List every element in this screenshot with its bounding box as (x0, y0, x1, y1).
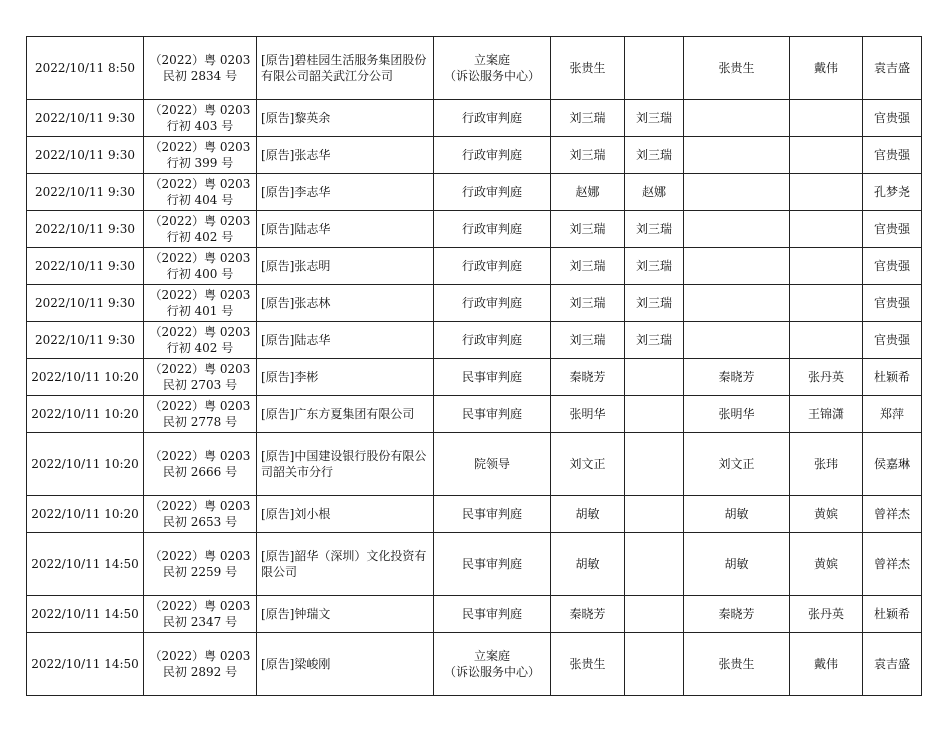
case-number-year: （2022）粤 0203 (149, 362, 251, 376)
judge-col8: 张丹英 (790, 359, 863, 396)
judge-col6 (625, 433, 684, 496)
judge-col8: 黄嫔 (790, 496, 863, 533)
judge-col8: 王锦潇 (790, 396, 863, 433)
table-row (27, 396, 922, 433)
judge-col6 (625, 596, 684, 633)
presiding-judge: 刘文正 (551, 433, 625, 496)
presiding-judge: 刘三瑞 (551, 137, 625, 174)
party: [原告]梁峻刚 (257, 633, 434, 696)
department (434, 633, 551, 696)
case-number-year: （2022）粤 0203 (149, 177, 251, 191)
judge-col6 (625, 37, 684, 100)
presiding-judge: 刘三瑞 (551, 285, 625, 322)
party: [原告]张志明 (257, 248, 434, 285)
case-number-year: （2022）粤 0203 (149, 140, 251, 154)
case-number (144, 100, 257, 137)
hearing-time: 2022/10/11 9:30 (27, 211, 144, 248)
presiding-judge: 秦晓芳 (551, 596, 625, 633)
department (434, 596, 551, 633)
department (434, 248, 551, 285)
case-number-id: 行初 400 号 (166, 267, 234, 281)
presiding-judge: 赵娜 (551, 174, 625, 211)
case-number-id: 行初 403 号 (166, 119, 234, 133)
judge-col7 (684, 322, 790, 359)
case-number-year: （2022）粤 0203 (149, 251, 251, 265)
case-number (144, 496, 257, 533)
case-number-year: （2022）粤 0203 (149, 325, 251, 339)
table-row (27, 322, 922, 359)
judge-col7 (684, 137, 790, 174)
case-number (144, 596, 257, 633)
table-row (27, 174, 922, 211)
department (434, 322, 551, 359)
case-number (144, 174, 257, 211)
case-number-id: 民初 2259 号 (162, 565, 238, 579)
party: [原告]碧桂园生活服务集团股份有限公司韶关武江分公司 (257, 37, 434, 100)
case-number-id: 行初 404 号 (166, 193, 234, 207)
presiding-judge: 刘三瑞 (551, 211, 625, 248)
table-row (27, 633, 922, 696)
case-number-year: （2022）粤 0203 (149, 53, 251, 67)
case-number (144, 433, 257, 496)
department-name: 民事审判庭 (461, 607, 522, 621)
table-row (27, 211, 922, 248)
hearing-time: 2022/10/11 8:50 (27, 37, 144, 100)
judge-col6: 赵娜 (625, 174, 684, 211)
department (434, 396, 551, 433)
case-number (144, 248, 257, 285)
clerk: 官贵强 (863, 100, 922, 137)
hearing-time: 2022/10/11 10:20 (27, 359, 144, 396)
hearing-time: 2022/10/11 9:30 (27, 322, 144, 359)
case-number-year: （2022）粤 0203 (149, 599, 251, 613)
presiding-judge: 秦晓芳 (551, 359, 625, 396)
clerk: 曾祥杰 (863, 533, 922, 596)
party: [原告]张志华 (257, 137, 434, 174)
judge-col8 (790, 100, 863, 137)
judge-col7: 张贵生 (684, 37, 790, 100)
clerk: 侯嘉琳 (863, 433, 922, 496)
case-number (144, 322, 257, 359)
case-number-id: 行初 401 号 (166, 304, 234, 318)
table-row (27, 137, 922, 174)
department-name: 行政审判庭 (461, 111, 522, 125)
case-number-id: 行初 399 号 (166, 156, 234, 170)
judge-col7 (684, 248, 790, 285)
judge-col8: 戴伟 (790, 37, 863, 100)
table-row (27, 285, 922, 322)
party: [原告]刘小根 (257, 496, 434, 533)
judge-col6 (625, 633, 684, 696)
department (434, 100, 551, 137)
department-name: 行政审判庭 (461, 148, 522, 162)
table-row (27, 596, 922, 633)
judge-col7: 秦晓芳 (684, 596, 790, 633)
department (434, 359, 551, 396)
judge-col7: 张贵生 (684, 633, 790, 696)
clerk: 袁吉盛 (863, 633, 922, 696)
judge-col8 (790, 322, 863, 359)
party: [原告]张志林 (257, 285, 434, 322)
case-number-id: 民初 2347 号 (162, 615, 238, 629)
hearing-time: 2022/10/11 9:30 (27, 100, 144, 137)
party: [原告]韶华（深圳）文化投资有限公司 (257, 533, 434, 596)
case-number-year: （2022）粤 0203 (149, 549, 251, 563)
judge-col7: 胡敏 (684, 533, 790, 596)
department (434, 285, 551, 322)
judge-col7: 胡敏 (684, 496, 790, 533)
case-number-year: （2022）粤 0203 (149, 103, 251, 117)
table-row (27, 37, 922, 100)
judge-col7: 秦晓芳 (684, 359, 790, 396)
department-name: 行政审判庭 (461, 222, 522, 236)
table-row (27, 433, 922, 496)
case-number (144, 633, 257, 696)
case-number (144, 533, 257, 596)
clerk: 孔梦尧 (863, 174, 922, 211)
department-sub: （诉讼服务中心） (443, 69, 540, 83)
hearing-time: 2022/10/11 9:30 (27, 248, 144, 285)
judge-col8 (790, 137, 863, 174)
schedule-body (27, 37, 922, 696)
judge-col7 (684, 211, 790, 248)
department (434, 533, 551, 596)
clerk: 官贵强 (863, 137, 922, 174)
hearing-time: 2022/10/11 9:30 (27, 174, 144, 211)
department-name: 行政审判庭 (461, 333, 522, 347)
department-name: 立案庭 (473, 53, 510, 67)
presiding-judge: 张贵生 (551, 37, 625, 100)
judge-col7 (684, 100, 790, 137)
table-row (27, 533, 922, 596)
case-number-year: （2022）粤 0203 (149, 399, 251, 413)
judge-col6 (625, 396, 684, 433)
department (434, 496, 551, 533)
clerk: 官贵强 (863, 248, 922, 285)
table-row (27, 359, 922, 396)
department (434, 37, 551, 100)
clerk: 官贵强 (863, 322, 922, 359)
table-row (27, 496, 922, 533)
department-name: 行政审判庭 (461, 185, 522, 199)
table-row (27, 100, 922, 137)
party: [原告]李志华 (257, 174, 434, 211)
hearing-schedule-table (26, 36, 922, 696)
judge-col8: 张玮 (790, 433, 863, 496)
department-name: 民事审判庭 (461, 407, 522, 421)
case-number-year: （2022）粤 0203 (149, 649, 251, 663)
judge-col6: 刘三瑞 (625, 137, 684, 174)
presiding-judge: 刘三瑞 (551, 322, 625, 359)
hearing-time: 2022/10/11 14:50 (27, 533, 144, 596)
judge-col6 (625, 533, 684, 596)
case-number-id: 民初 2653 号 (162, 515, 238, 529)
case-number (144, 396, 257, 433)
case-number-year: （2022）粤 0203 (149, 499, 251, 513)
judge-col6: 刘三瑞 (625, 248, 684, 285)
party: [原告]陆志华 (257, 211, 434, 248)
clerk: 官贵强 (863, 285, 922, 322)
party: [原告]中国建设银行股份有限公司韶关市分行 (257, 433, 434, 496)
presiding-judge: 刘三瑞 (551, 100, 625, 137)
clerk: 杜颖希 (863, 359, 922, 396)
case-number-id: 行初 402 号 (166, 341, 234, 355)
hearing-time: 2022/10/11 10:20 (27, 496, 144, 533)
presiding-judge: 胡敏 (551, 496, 625, 533)
party: [原告]钟瑞文 (257, 596, 434, 633)
department-name: 院领导 (473, 457, 510, 471)
department-name: 民事审判庭 (461, 507, 522, 521)
judge-col7 (684, 174, 790, 211)
party: [原告]李彬 (257, 359, 434, 396)
judge-col8: 黄嫔 (790, 533, 863, 596)
judge-col8 (790, 174, 863, 211)
department-name: 立案庭 (473, 649, 510, 663)
case-number (144, 211, 257, 248)
judge-col8 (790, 248, 863, 285)
department-name: 民事审判庭 (461, 557, 522, 571)
case-number (144, 137, 257, 174)
case-number-year: （2022）粤 0203 (149, 214, 251, 228)
clerk: 曾祥杰 (863, 496, 922, 533)
clerk: 官贵强 (863, 211, 922, 248)
hearing-time: 2022/10/11 14:50 (27, 633, 144, 696)
case-number-id: 民初 2834 号 (162, 69, 238, 83)
judge-col6: 刘三瑞 (625, 322, 684, 359)
judge-col7 (684, 285, 790, 322)
case-number-id: 民初 2892 号 (162, 665, 238, 679)
judge-col6: 刘三瑞 (625, 100, 684, 137)
party: [原告]黎英余 (257, 100, 434, 137)
hearing-time: 2022/10/11 14:50 (27, 596, 144, 633)
judge-col6 (625, 359, 684, 396)
case-number-year: （2022）粤 0203 (149, 449, 251, 463)
judge-col8: 张丹英 (790, 596, 863, 633)
case-number-id: 民初 2666 号 (162, 465, 238, 479)
department-name: 行政审判庭 (461, 259, 522, 273)
hearing-time: 2022/10/11 10:20 (27, 396, 144, 433)
party: [原告]陆志华 (257, 322, 434, 359)
party: [原告]广东方夏集团有限公司 (257, 396, 434, 433)
case-number-year: （2022）粤 0203 (149, 288, 251, 302)
judge-col6 (625, 496, 684, 533)
judge-col6: 刘三瑞 (625, 211, 684, 248)
presiding-judge: 胡敏 (551, 533, 625, 596)
judge-col7: 刘文正 (684, 433, 790, 496)
case-number (144, 37, 257, 100)
department (434, 433, 551, 496)
hearing-time: 2022/10/11 9:30 (27, 137, 144, 174)
clerk: 杜颖希 (863, 596, 922, 633)
case-number (144, 285, 257, 322)
department (434, 137, 551, 174)
presiding-judge: 张贵生 (551, 633, 625, 696)
judge-col8: 戴伟 (790, 633, 863, 696)
presiding-judge: 张明华 (551, 396, 625, 433)
case-number-id: 民初 2703 号 (162, 378, 238, 392)
department-name: 民事审判庭 (461, 370, 522, 384)
clerk: 郑萍 (863, 396, 922, 433)
judge-col8 (790, 285, 863, 322)
department-sub: （诉讼服务中心） (443, 665, 540, 679)
presiding-judge: 刘三瑞 (551, 248, 625, 285)
hearing-time: 2022/10/11 9:30 (27, 285, 144, 322)
judge-col8 (790, 211, 863, 248)
judge-col6: 刘三瑞 (625, 285, 684, 322)
case-number-id: 民初 2778 号 (162, 415, 238, 429)
judge-col7: 张明华 (684, 396, 790, 433)
department (434, 211, 551, 248)
department-name: 行政审判庭 (461, 296, 522, 310)
case-number (144, 359, 257, 396)
table-row (27, 248, 922, 285)
hearing-time: 2022/10/11 10:20 (27, 433, 144, 496)
clerk: 袁吉盛 (863, 37, 922, 100)
case-number-id: 行初 402 号 (166, 230, 234, 244)
department (434, 174, 551, 211)
